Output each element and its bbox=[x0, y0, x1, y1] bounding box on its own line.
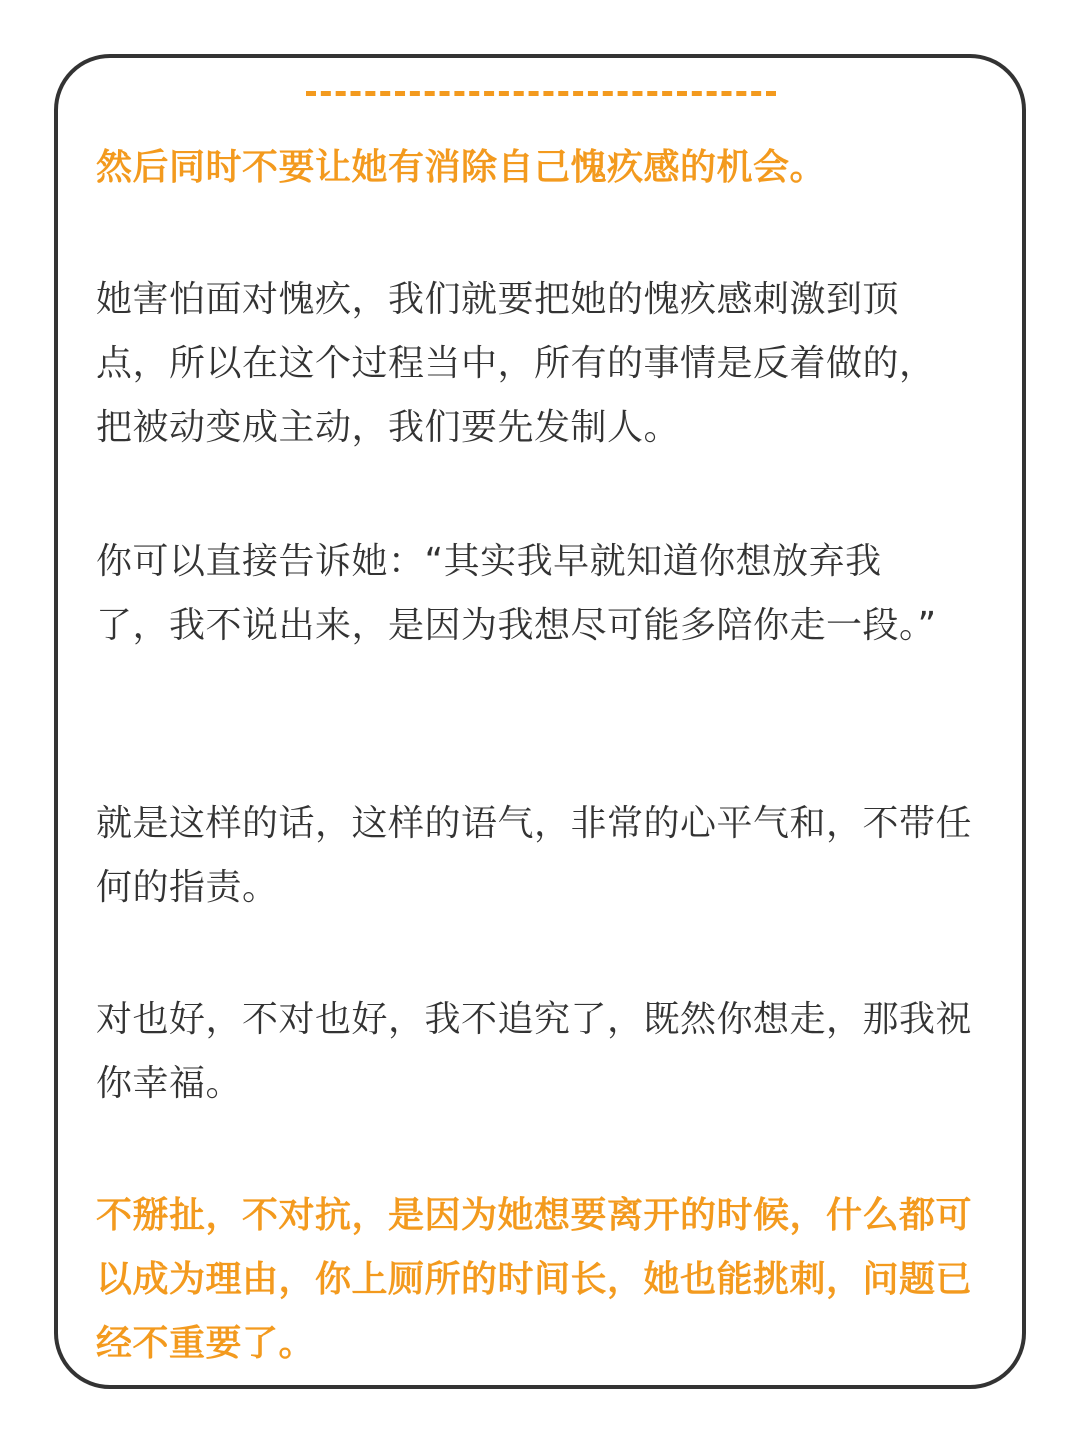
paragraph-tone: 就是这样的话，这样的语气，非常的心平气和，不带任何的指责。 bbox=[96, 803, 973, 908]
paragraph-quote: 你可以直接告诉她：“其实我早就知道你想放弃我了，我不说出来，是因为我想尽可能多陪你走一段。” bbox=[96, 541, 937, 646]
paragraph-wish: 对也好，不对也好，我不追究了，既然你想走，那我祝你幸福。 bbox=[96, 999, 973, 1104]
highlight-intro: 然后同时不要让她有消除自己愧疚感的机会。 bbox=[96, 147, 827, 188]
paragraph-guilt: 她害怕面对愧疚，我们就要把她的愧疚感刺激到顶点，所以在这个过程当中，所有的事情是反着做的，把被动变成主动，我们要先发制人。 bbox=[96, 279, 936, 448]
highlight-conclusion: 不掰扯，不对抗，是因为她想要离开的时候，什么都可以成为理由，你上厕所的时间长，她也能挑刺，问题已经不重要了。 bbox=[96, 1195, 973, 1364]
dashed-divider bbox=[306, 91, 776, 96]
